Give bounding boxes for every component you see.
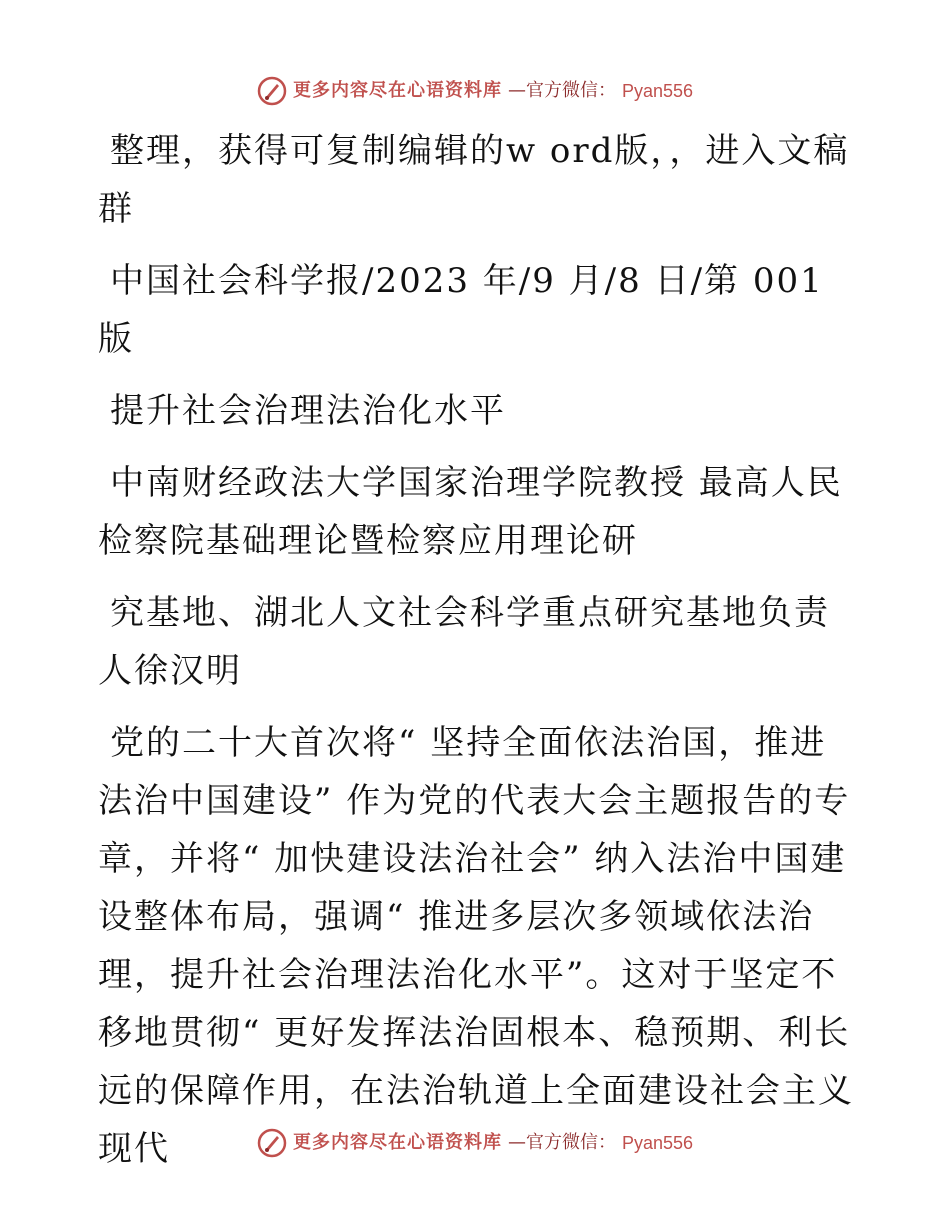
source-line: 中国社会科学报/2023 年/9 月/8 日/第 001 版 — [98, 261, 824, 359]
author-affiliation: 中南财经政法大学国家治理学院教授 最高人民检察院基础理论暨检察应用理论研 — [98, 463, 843, 561]
quill-logo-icon — [257, 76, 287, 106]
intro-paragraph: 整理，获得可复制编辑的w ord版，，进入文稿群 — [98, 131, 850, 229]
watermark-brand: 更多内容尽在心语资料库 — [292, 80, 502, 101]
watermark-wechat-id: Pyan556 — [621, 81, 694, 101]
watermark-brand: 更多内容尽在心语资料库 — [292, 1132, 502, 1153]
footer-watermark — [0, 1128, 950, 1158]
document-body — [98, 122, 858, 1192]
author-affiliation-continued: 究基地、湖北人文社会科学重点研究基地负责人徐汉明 — [98, 593, 830, 691]
quill-logo-icon — [257, 1128, 287, 1158]
article-title: 提升社会治理法治化水平 — [110, 391, 506, 431]
header-watermark — [0, 76, 950, 106]
body-paragraph: 党的二十大首次将“ 坚持全面依法治国，推进法治中国建设” 作为党的代表大会主题报告的专章，并将“ 加快建设法治社会” 纳入法治中国建设整体布局，强调“ 推进多层次多领域依法治理，提升社会治理法治化水平”。这对于坚定不移地贯彻“ 更好发挥法治固根本、稳预期、利长远的保障作用，在法治轨道上全面建设社会主义现代 — [98, 723, 854, 1169]
watermark-wechat-id: Pyan556 — [621, 1133, 694, 1153]
watermark-official: —官方微信： — [507, 80, 616, 101]
watermark-official: —官方微信： — [507, 1132, 616, 1153]
